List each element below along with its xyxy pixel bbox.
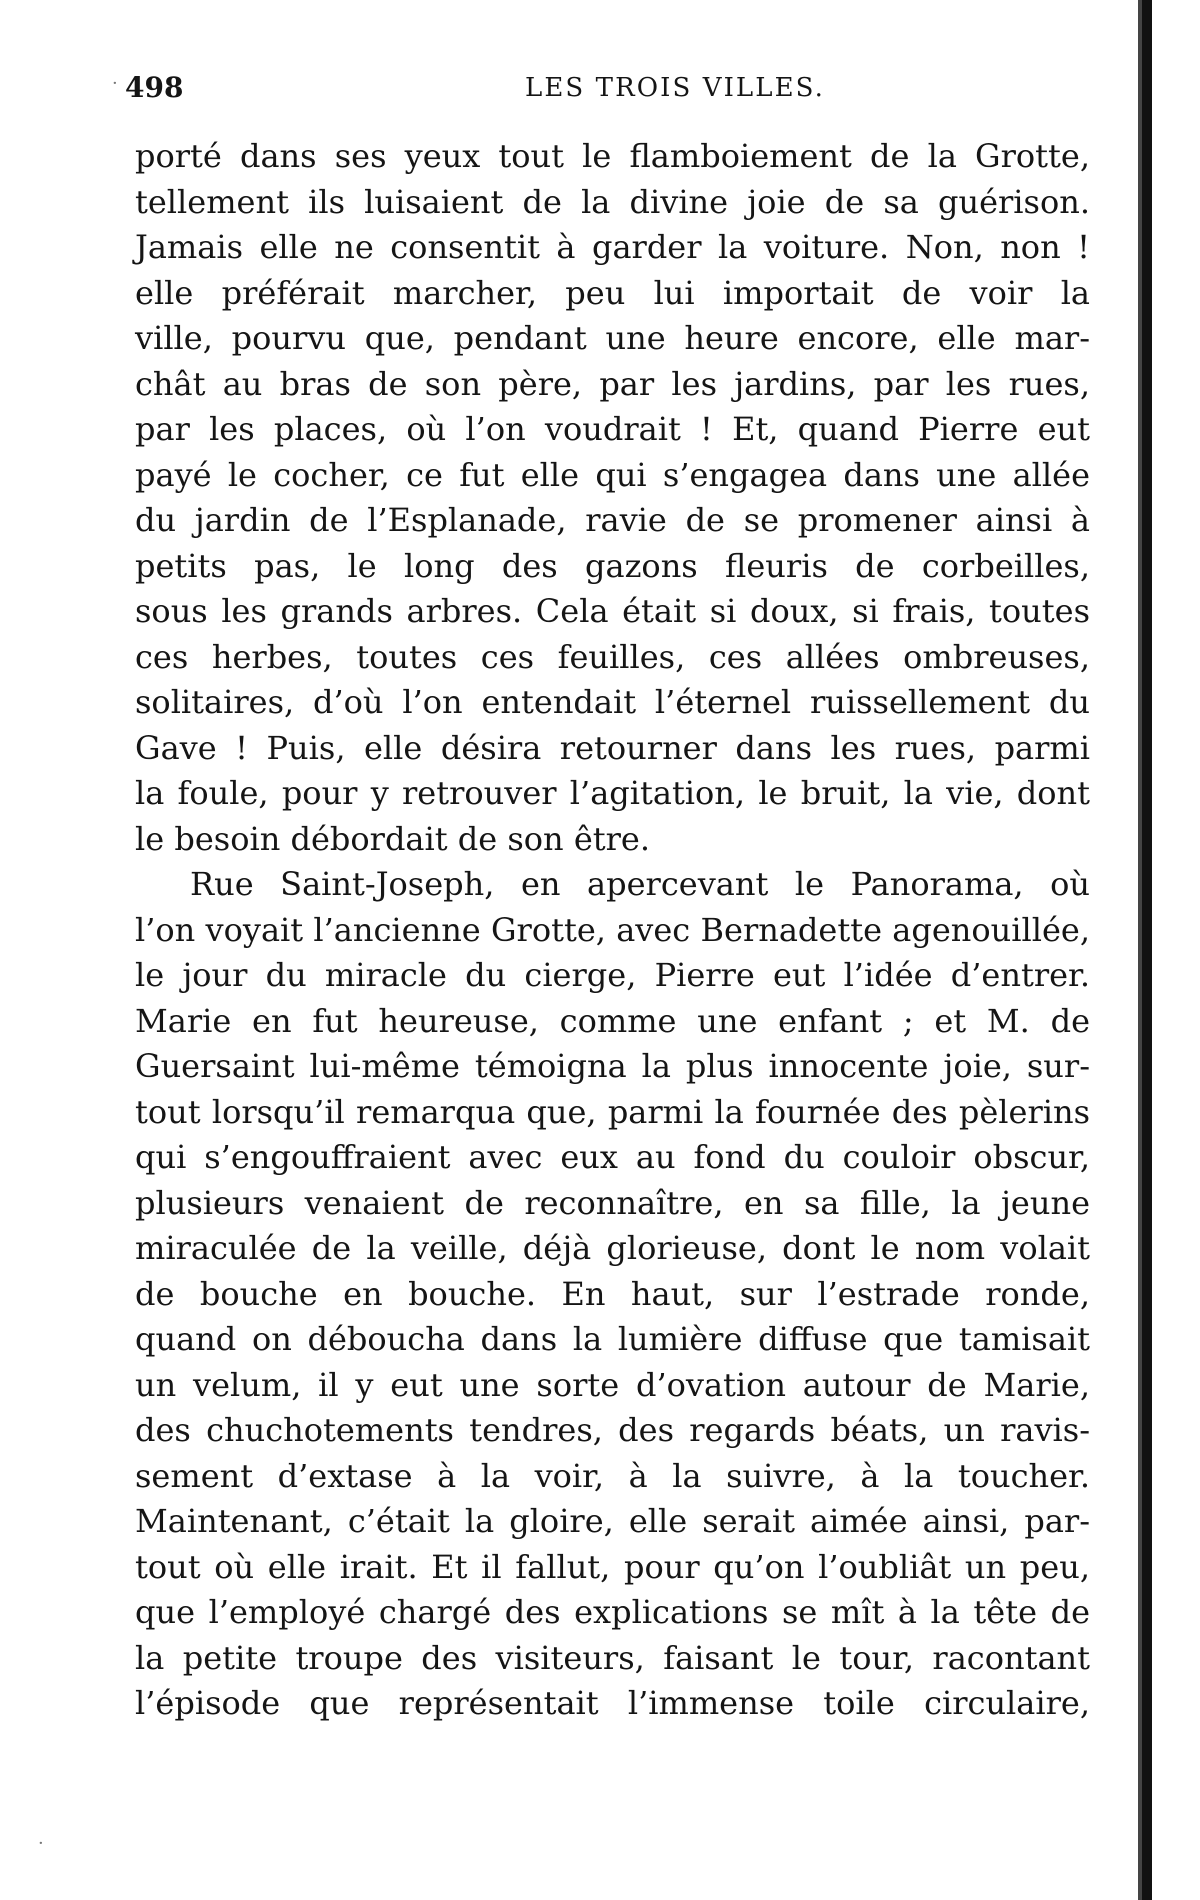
text-line: de bouche en bouche. En haut, sur l’estrade ronde,: [135, 1274, 1090, 1313]
text-line: l’on voyait l’ancienne Grotte, avec Bernadette agenouillée,: [135, 910, 1090, 949]
text-line: sement d’extase à la voir, à la suivre, à la toucher.: [135, 1456, 1090, 1495]
text-line: miraculée de la veille, déjà glorieuse, dont le nom volait: [135, 1229, 1090, 1267]
text-line: Marie en fut heureuse, comme une enfant ; et M. de: [135, 1001, 1090, 1040]
text-line: un velum, il y eut une sorte d’ovation autour de Marie,: [135, 1365, 1090, 1404]
text-line: petits pas, le long des gazons fleuris de corbeilles,: [135, 546, 1090, 585]
text-line: plusieurs venaient de reconnaître, en sa fille, la jeune: [135, 1183, 1090, 1222]
text-line: la foule, pour y retrouver l’agitation, le bruit, la vie, dont: [135, 774, 1090, 812]
text-line: qui s’engouffraient avec eux au fond du couloir obscur,: [135, 1138, 1090, 1176]
text-line: solitaires, d’où l’on entendait l’éternel ruissellement du: [135, 683, 1090, 721]
text-line: des chuchotements tendres, des regards béats, un ravis-: [135, 1411, 1090, 1449]
paragraph-first-line: Rue Saint-Joseph, en apercevant le Panorama, où: [190, 865, 1090, 903]
text-line: Gave ! Puis, elle désira retourner dans les rues, parmi: [135, 728, 1090, 767]
text-line: le jour du miracle du cierge, Pierre eut l’idée d’entrer.: [135, 956, 1090, 994]
text-line: l’épisode que représentait l’immense toile circulaire,: [135, 1684, 1090, 1722]
paragraph-end-line: le besoin débordait de son être.: [135, 819, 651, 858]
scan-dot: ·: [112, 73, 118, 94]
text-line: elle préférait marcher, peu lui importait de voir la: [135, 273, 1090, 312]
text-line: ville, pourvu que, pendant une heure encore, elle mar-: [135, 319, 1090, 357]
text-line: tellement ils luisaient de la divine joie de sa guérison.: [135, 182, 1090, 221]
text-line: tout lorsqu’il remarqua que, parmi la fournée des pèlerins: [135, 1092, 1090, 1131]
text-line: payé le cocher, ce fut elle qui s’engagea dans une allée: [135, 455, 1090, 494]
text-line: porté dans ses yeux tout le flamboiement de la Grotte,: [135, 137, 1090, 175]
text-line: tout où elle irait. Et il fallut, pour qu’on l’oubliât un peu,: [135, 1547, 1090, 1586]
text-line: la petite troupe des visiteurs, faisant le tour, racontant: [135, 1638, 1090, 1677]
text-line: du jardin de l’Esplanade, ravie de se promener ainsi à: [135, 501, 1090, 539]
page-header: [125, 70, 1105, 114]
text-line: Jamais elle ne consentit à garder la voiture. Non, non !: [135, 228, 1090, 266]
body-text: [135, 134, 1090, 1727]
running-title: LES TROIS VILLES.: [525, 73, 825, 103]
text-line: chât au bras de son père, par les jardins, par les rues,: [135, 364, 1090, 403]
text-line: que l’employé chargé des explications se mît à la tête de: [135, 1593, 1090, 1631]
page-number: 498: [125, 71, 184, 104]
text-line: sous les grands arbres. Cela était si doux, si frais, toutes: [135, 592, 1090, 630]
text-line: quand on déboucha dans la lumière diffuse que tamisait: [135, 1320, 1090, 1358]
text-line: Guersaint lui-même témoigna la plus innocente joie, sur-: [135, 1047, 1090, 1085]
scanned-binding-edge: [1138, 0, 1152, 1900]
text-line: par les places, où l’on voudrait ! Et, quand Pierre eut: [135, 410, 1090, 448]
text-line: Maintenant, c’était la gloire, elle serait aimée ainsi, par-: [135, 1502, 1090, 1540]
text-line: ces herbes, toutes ces feuilles, ces allées ombreuses,: [135, 637, 1090, 676]
scan-dot: ·: [38, 1833, 44, 1854]
